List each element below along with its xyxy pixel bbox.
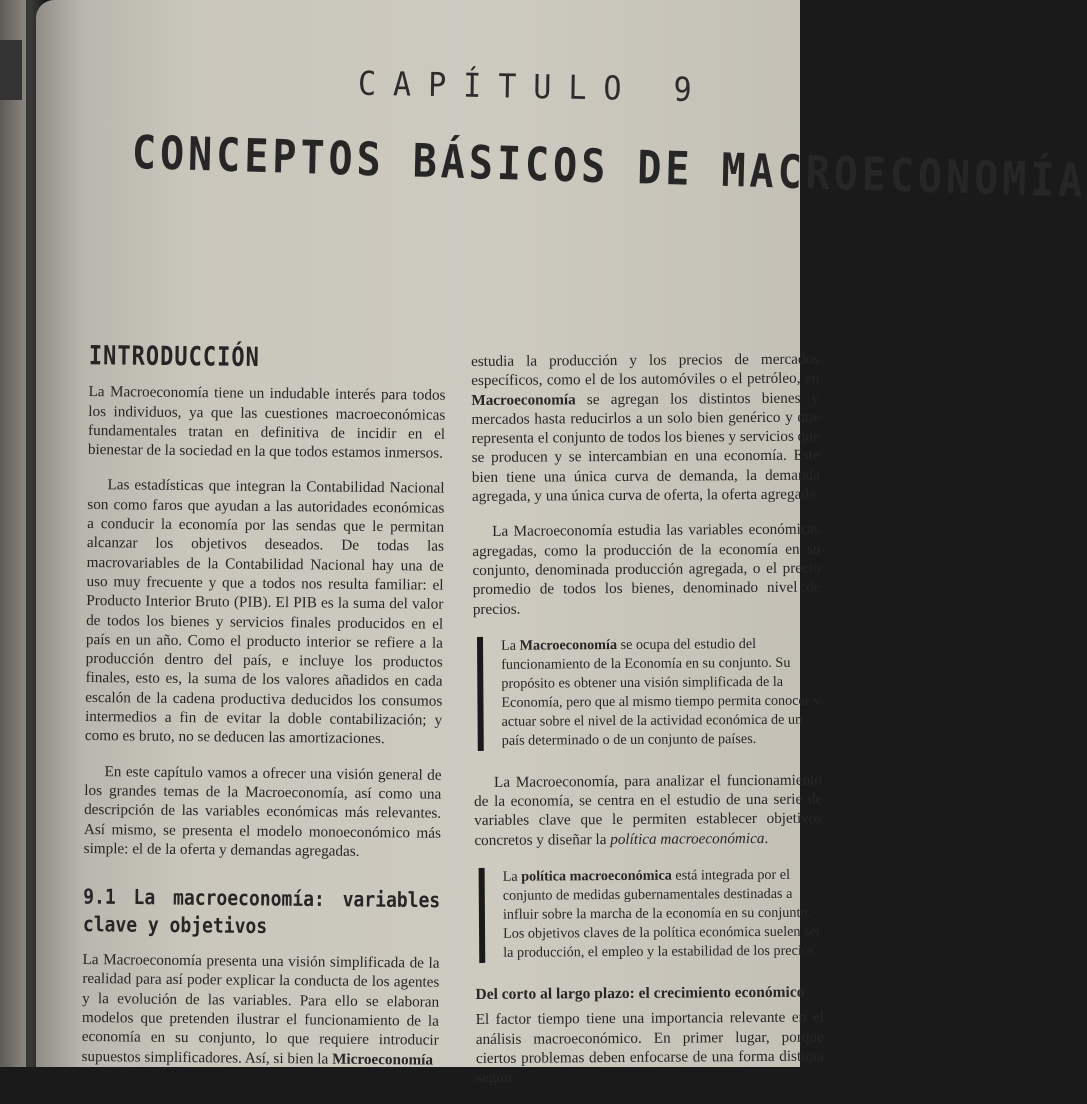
intro-heading: INTRODUCCIÓN bbox=[88, 341, 260, 374]
intro-paragraph-1: La Macroeconomía tiene un indudable interés para todos los individuos, ya que las cuestiones macroeconómicas fundamentales tratan en definitiva de incidir en el bienestar de la sociedad en la que todos estamos inmersos. bbox=[87, 383, 446, 462]
box2-text: está integrada por el conjunto de medidas gubernamentales destinadas a influir sobre la marcha de la economía en su conjunto. Los objetivos claves de la política económica suelen ser la producción, el empleo y la estabilidad de los precios. bbox=[502, 866, 821, 961]
microeconomia-term: Microeconomía bbox=[332, 1050, 434, 1069]
section-9-1-text: La Macroeconomía presenta una visión simplificada de la realidad para así poder explicar la conducta de los agentes y la evolución de las variables. Para ello se elaboran modelos que pretenden ilustrar el funcionamiento de la economía en su conjunto, lo que requiere introducir supuestos simplificadores. Así, si bien la bbox=[81, 951, 440, 1068]
right-paragraph-1-start: estudia la producción y los precios de mercados específicos, como el de los automóviles o el petróleo, en bbox=[471, 350, 820, 390]
box2-start: La bbox=[502, 868, 518, 885]
box1-text: se ocupa del estudio del funcionamiento de la Economía en su conjunto. Su propósito es obtener una visión simplificada de la Economía, pero que al mismo tiempo permita conocer y actuar sobre el nivel de la actividad económica de un país determinado o de un conjunto de países. bbox=[501, 635, 821, 749]
box1-start: La bbox=[500, 637, 517, 654]
box2-term: política macroeconómica bbox=[521, 867, 672, 885]
right-paragraph-3: La Macroeconomía, para analizar el funcionamiento de la economía, se centra en el estudio de una serie de variables clave que le permiten establecer objetivos concretos y diseñar la política macroeconómica. bbox=[474, 771, 823, 849]
right-paragraph-3-start: La Macroeconomía, para analizar el funcionamiento de la economía, se centra en el estudio de una serie de variables clave que le permiten establecer objetivos concretos y diseñar la bbox=[474, 771, 823, 849]
subheading-crecimiento: Del corto al largo plazo: el crecimiento económico bbox=[475, 983, 805, 1004]
section-9-1-paragraph bbox=[81, 950, 439, 1070]
chapter-title: CONCEPTOS BÁSICOS DE MACROECONOMÍA bbox=[131, 126, 1087, 209]
right-paragraph-1-end: se agregan los distintos bienes y mercados hasta reducirlos a un solo bien genérico y que representa el conjunto de todos los bienes y servicios que se producen y se intercambian en una economía. Este bien tiene una única curva de demanda, la demanda agregada, y una única curva de oferta, la oferta agregada. bbox=[471, 389, 820, 506]
right-column bbox=[471, 350, 824, 1104]
previous-page-tab bbox=[0, 40, 22, 100]
definition-box-macroeconomia bbox=[477, 634, 822, 750]
intro-paragraph-3: En este capítulo vamos a ofrecer una visión general de los grandes temas de la Macroeconomía, así como una descripción de las variables económicas más relevantes. Así mismo, se presenta el modelo monoeconómico más simple: el de la oferta y demandas agregadas. bbox=[83, 762, 442, 860]
box1-term: Macroeconomía bbox=[519, 636, 618, 654]
left-column bbox=[81, 341, 446, 1086]
right-paragraph-4: El factor tiempo tiene una importancia relevante en el análisis macroeconómico. En primer lugar, porque ciertos problemas deben enfocarse de una forma distinta según bbox=[475, 1008, 824, 1087]
previous-page-edge bbox=[0, 0, 26, 1067]
right-paragraph-2: La Macroeconomía estudia las variables económicas agregadas, como la producción de la economía en su conjunto, denominada producción agregada, o el precio promedio de todos los bienes, denominado nivel de precios. bbox=[472, 520, 821, 618]
politica-term: política macroeconómica bbox=[610, 829, 765, 848]
macroeconomia-term: Macroeconomía bbox=[471, 390, 576, 409]
definition-box-politica bbox=[479, 866, 824, 963]
right-paragraph-1 bbox=[471, 350, 820, 507]
book-page bbox=[36, 0, 1087, 1087]
intro-paragraph-2: Las estadísticas que integran la Contabilidad Nacional son como faros que ayudan a las autoridades económicas a conducir la economía por las sendas que le permitan alcanzar los objetivos deseados. De todas las macrovariables de la Contabilidad Nacional hay una de uso muy frecuente y que a todos nos resulta familiar: el Producto Interior Bruto (PIB). El PIB es la suma del valor de todos los bienes y servicios finales producidos en el país en un año. Como el producto interior se refiere a la producción dentro del país, e incluye los productos finales, esto es, la suma de los valores añadidos en cada escalón de la cadena productiva deducidos los consumos intermedios a fin de evitar la doble contabilización; y como es bruto, no se deducen las amortizaciones. bbox=[84, 476, 445, 748]
section-9-1-heading: 9.1 La macroeconomía: variables clave y objetivos bbox=[82, 885, 441, 939]
chapter-label: CAPÍTULO 9 bbox=[357, 64, 709, 111]
